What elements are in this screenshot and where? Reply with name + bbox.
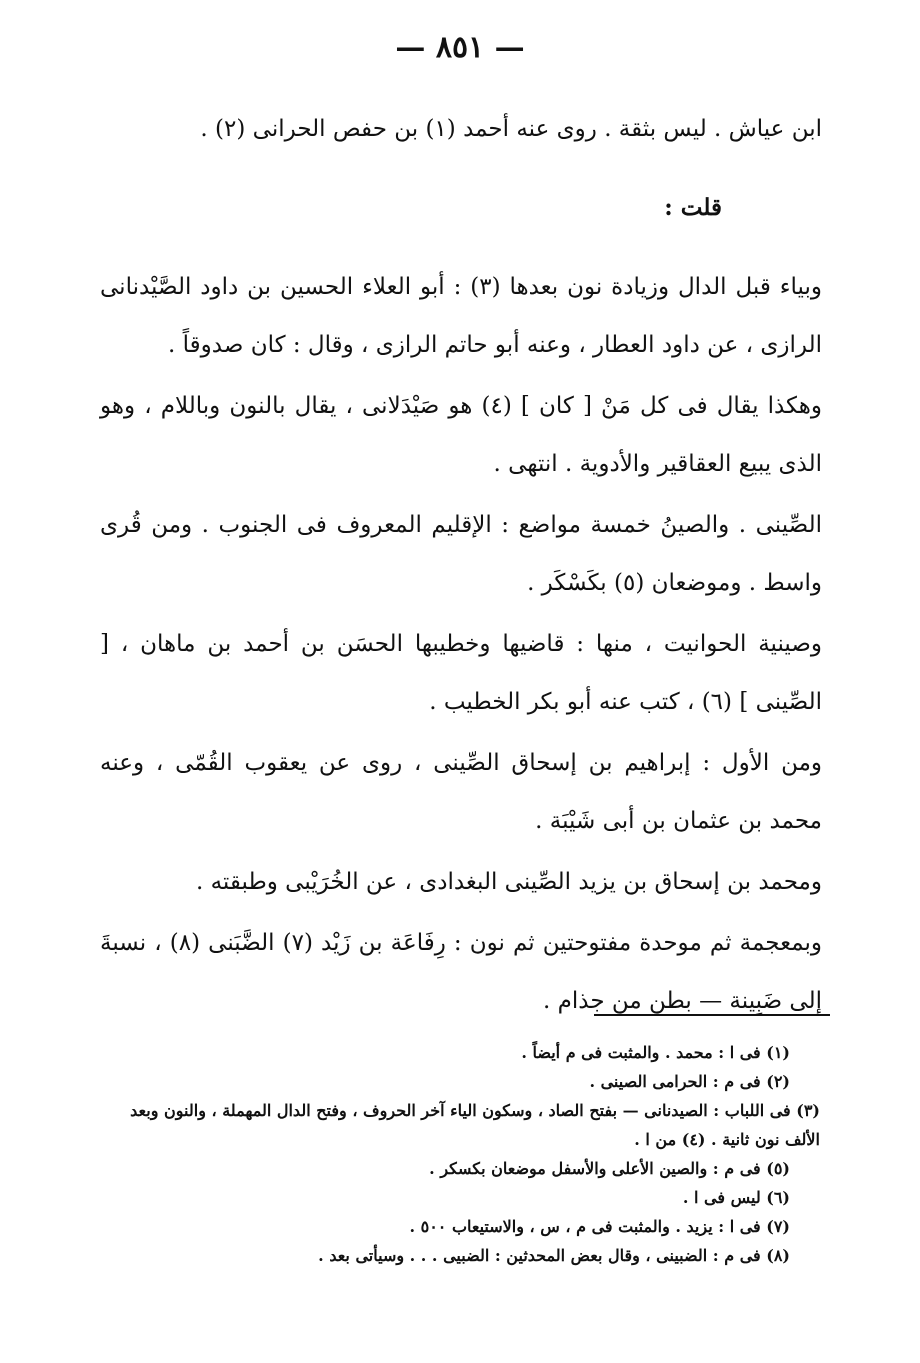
- section-heading: قلت :: [664, 194, 722, 221]
- footnote-divider: [594, 1014, 830, 1016]
- footnote-2: (٢) فى م : الحرامى الصينى .: [589, 1072, 790, 1091]
- paragraph-3: وهكذا يقال فى كل مَنْ [ كان ] (٤) هو صَيْدَلانى ، يقال بالنون وباللام ، وهو الذى يبيع العقاقير والأدوية . انتهى .: [100, 393, 822, 477]
- footnotes: [100, 1038, 820, 1270]
- footnote-8: (٨) فى م : الضبينى ، وقال بعض المحدثين : الضبيى . . . وسيأتى بعد .: [318, 1246, 790, 1265]
- paragraph-2: وبياء قبل الدال وزيادة نون بعدها (٣) : أبو العلاء الحسين بن داود الصَّيْدنانى الرازى ، عن داود العطار ، وعنه أبو حاتم الرازى ، وقال : كان صدوقاً .: [100, 274, 822, 358]
- footnote-5: (٥) فى م : والصين الأعلى والأسفل موضعان بكسكر .: [429, 1159, 790, 1178]
- paragraph-8: وبمعجمة ثم موحدة مفتوحتين ثم نون : رِفَاعَة بن زَيْد (٧) الضَّبَنى (٨) ، نسبةَ إلى ضَبِينة — بطن من جذام .: [100, 930, 822, 1014]
- paragraph-5: وصينية الحوانيت ، منها : قاضيها وخطيبها الحسَن بن أحمد بن ماهان ، [ الصِّينى ] (٦) ، كتب عنه أبو بكر الخطيب .: [100, 631, 822, 715]
- main-text: [100, 100, 822, 1030]
- footnote-7: (٧) فى ا : يزيد . والمثبت فى م ، س ، والاستيعاب ٥٠٠ .: [409, 1217, 790, 1236]
- footnote-3: (٣) فى اللباب : الصيدنانى — بفتح الصاد ، وسكون الياء آخر الحروف ، وفتح الدال المهملة ، والنون وبعد الألف نون ثانية . (٤) من ا .: [130, 1101, 820, 1149]
- paragraph-7: ومحمد بن إسحاق بن يزيد الصِّينى البغدادى ، عن الخُرَيْبى وطبقته .: [195, 869, 822, 895]
- footnote-1: (١) فى ا : محمد . والمثبت فى م أيضاً .: [521, 1043, 790, 1062]
- paragraph-4: الصِّينى . والصينُ خمسة مواضع : الإقليم المعروف فى الجنوب . ومن قُرى واسط . وموضعان (٥) بكَسْكَر .: [100, 512, 822, 596]
- page-number: — ٨٥١ —: [395, 30, 525, 65]
- footnote-6: (٦) ليس فى ا .: [682, 1188, 790, 1207]
- paragraph-1: ابن عياش . ليس بثقة . روى عنه أحمد (١) بن حفص الحرانى (٢) .: [200, 116, 822, 142]
- paragraph-6: ومن الأول : إبراهيم بن إسحاق الصِّينى ، روى عن يعقوب القُمّى ، وعنه محمد بن عثمان بن أبى شَيْبَة .: [100, 750, 822, 834]
